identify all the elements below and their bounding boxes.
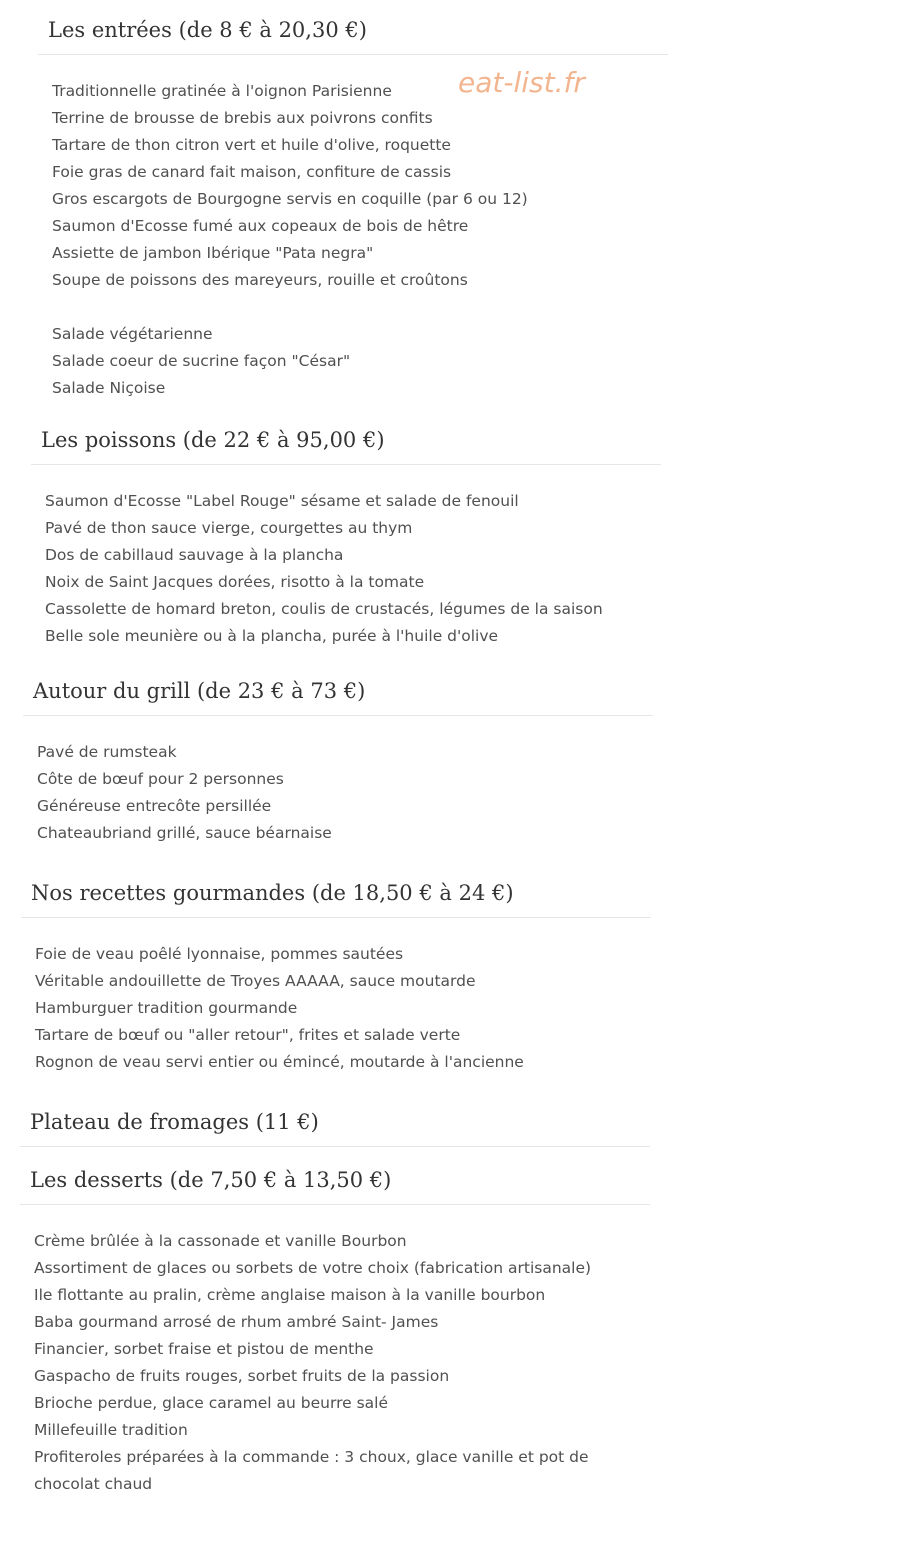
section-title: Plateau de fromages (11 €) xyxy=(20,1092,650,1147)
dish-list xyxy=(20,1205,650,1498)
dish-item: Assortiment de glaces ou sorbets de votre choix (fabrication artisanale) xyxy=(34,1259,592,1277)
watermark-logo: eat-list.fr xyxy=(458,66,585,99)
dish-item: Tartare de bœuf ou "aller retour", frites et salade verte xyxy=(35,1026,461,1044)
dish-item: Rognon de veau servi entier ou émincé, moutarde à l'ancienne xyxy=(35,1053,524,1071)
dish-list xyxy=(21,918,651,1076)
dish-item: Salade Niçoise xyxy=(52,379,166,397)
dish-item: Véritable andouillette de Troyes AAAAA, sauce moutarde xyxy=(35,972,476,990)
menu-section-desserts xyxy=(20,1150,650,1498)
dish-item: Pavé de thon sauce vierge, courgettes au thym xyxy=(45,519,413,537)
dish-item: Tartare de thon citron vert et huile d'olive, roquette xyxy=(52,136,451,154)
dish-item: Côte de bœuf pour 2 personnes xyxy=(37,770,284,788)
list-spacer xyxy=(52,294,668,321)
dish-item: Assiette de jambon Ibérique "Pata negra" xyxy=(52,244,374,262)
dish-list xyxy=(23,716,653,847)
dish-item: Terrine de brousse de brebis aux poivrons confits xyxy=(52,109,433,127)
dish-item: Pavé de rumsteak xyxy=(37,743,177,761)
dish-list xyxy=(31,465,661,650)
dish-item: Millefeuille tradition xyxy=(34,1421,188,1439)
menu-section-grill xyxy=(23,661,653,847)
dish-item: Chateaubriand grillé, sauce béarnaise xyxy=(37,824,332,842)
dish-item: Foie de veau poêlé lyonnaise, pommes sautées xyxy=(35,945,404,963)
dish-item: Soupe de poissons des mareyeurs, rouille et croûtons xyxy=(52,271,468,289)
dish-item: Belle sole meunière ou à la plancha, purée à l'huile d'olive xyxy=(45,627,499,645)
menu-section-entrees xyxy=(38,0,668,402)
section-title: Les poissons (de 22 € à 95,00 €) xyxy=(31,410,661,465)
dish-item: Baba gourmand arrosé de rhum ambré Saint- James xyxy=(34,1313,439,1331)
dish-item: Crème brûlée à la cassonade et vanille Bourbon xyxy=(34,1232,407,1250)
dish-item: Traditionnelle gratinée à l'oignon Parisienne xyxy=(52,82,392,100)
section-title: Nos recettes gourmandes (de 18,50 € à 24 €) xyxy=(21,863,651,918)
dish-list xyxy=(38,55,668,402)
dish-item: Gros escargots de Bourgogne servis en coquille (par 6 ou 12) xyxy=(52,190,528,208)
section-title: Les desserts (de 7,50 € à 13,50 €) xyxy=(20,1150,650,1205)
menu-section-poissons xyxy=(31,410,661,650)
dish-item: Généreuse entrecôte persillée xyxy=(37,797,272,815)
dish-item: Financier, sorbet fraise et pistou de menthe xyxy=(34,1340,374,1358)
dish-item: Saumon d'Ecosse fumé aux copeaux de bois de hêtre xyxy=(52,217,469,235)
dish-item: Salade végétarienne xyxy=(52,325,213,343)
dish-item: Hamburguer tradition gourmande xyxy=(35,999,298,1017)
dish-item: Profiteroles préparées à la commande : 3 choux, glace vanille et pot de chocolat chaud xyxy=(34,1448,589,1493)
section-title: Les entrées (de 8 € à 20,30 €) xyxy=(38,0,668,55)
dish-item: Brioche perdue, glace caramel au beurre salé xyxy=(34,1394,388,1412)
dish-item: Cassolette de homard breton, coulis de crustacés, légumes de la saison xyxy=(45,600,603,618)
dish-item: Salade coeur de sucrine façon "César" xyxy=(52,352,351,370)
dish-item: Foie gras de canard fait maison, confiture de cassis xyxy=(52,163,452,181)
dish-item: Gaspacho de fruits rouges, sorbet fruits de la passion xyxy=(34,1367,450,1385)
dish-item: Ile flottante au pralin, crème anglaise maison à la vanille bourbon xyxy=(34,1286,546,1304)
menu-section-recettes xyxy=(21,863,651,1076)
menu-section-fromages xyxy=(20,1092,650,1147)
dish-item: Saumon d'Ecosse "Label Rouge" sésame et salade de fenouil xyxy=(45,492,519,510)
section-title: Autour du grill (de 23 € à 73 €) xyxy=(23,661,653,716)
dish-item: Noix de Saint Jacques dorées, risotto à la tomate xyxy=(45,573,425,591)
dish-item: Dos de cabillaud sauvage à la plancha xyxy=(45,546,344,564)
